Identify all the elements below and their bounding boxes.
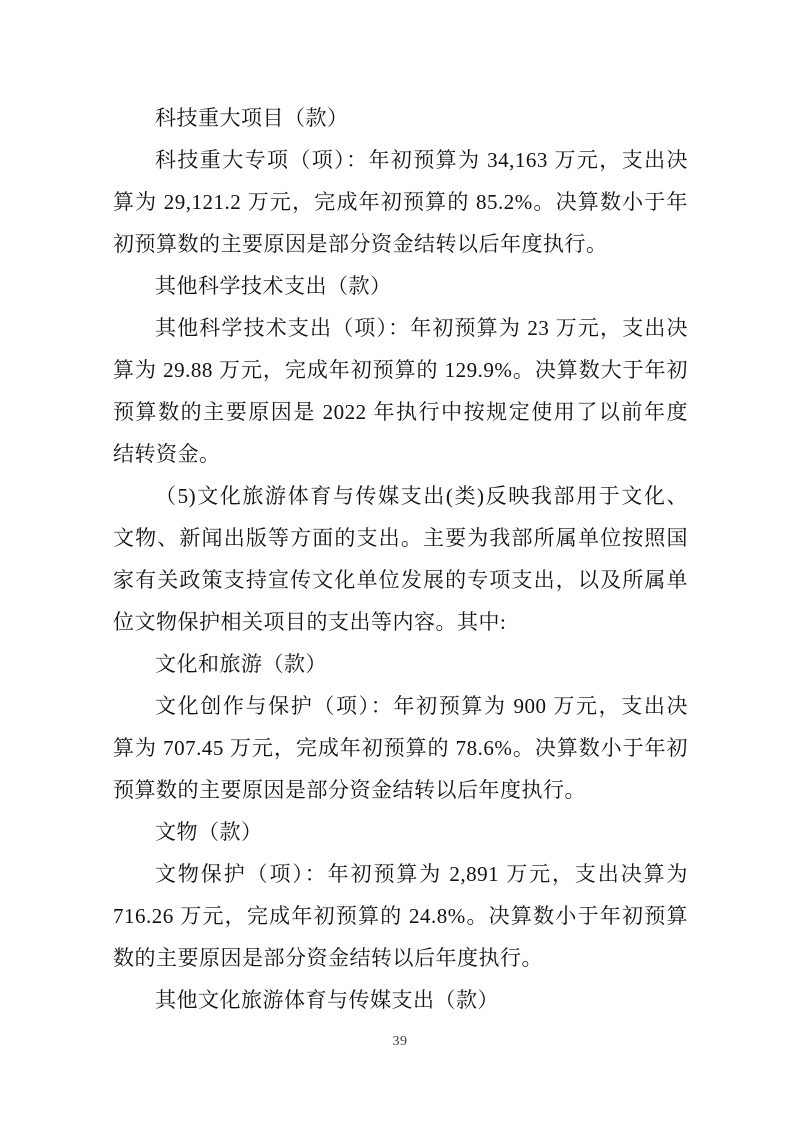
paragraph bbox=[113, 643, 688, 685]
text-line: 文化和旅游（款） bbox=[155, 652, 327, 676]
text-line: 初预算数的主要原因是部分资金结转以后年度执行。 bbox=[113, 232, 608, 256]
text-line: 家有关政策支持宣传文化单位发展的专项支出，以及所属单 bbox=[113, 568, 688, 592]
text-line: 其他文化旅游体育与传媒支出（款） bbox=[155, 988, 499, 1012]
text-line: 其他科学技术支出（款） bbox=[155, 274, 392, 298]
text-line: 文物、新闻出版等方面的支出。主要为我部所属单位按照国 bbox=[113, 526, 688, 550]
text-line: （5)文化旅游体育与传媒支出(类)反映我部用于文化、 bbox=[155, 484, 688, 508]
text-line: 文化创作与保护（项）：年初预算为 900 万元，支出决 bbox=[155, 694, 688, 718]
text-line: 科技重大项目（款） bbox=[155, 106, 349, 130]
paragraph bbox=[113, 97, 688, 139]
text-line: 科技重大专项（项）：年初预算为 34,163 万元，支出决 bbox=[155, 148, 688, 172]
text-line: 文物（款） bbox=[155, 820, 263, 844]
paragraph bbox=[113, 307, 688, 475]
text-line: 算为 29.88 万元，完成年初预算的 129.9%。决算数大于年初 bbox=[113, 358, 688, 382]
text-line: 文物保护（项）：年初预算为 2,891 万元，支出决算为 bbox=[155, 862, 688, 886]
text-line: 算为 707.45 万元，完成年初预算的 78.6%。决算数小于年初 bbox=[113, 736, 688, 760]
text-line: 位文物保护相关项目的支出等内容。其中: bbox=[113, 610, 507, 634]
page-number: 39 bbox=[392, 1034, 408, 1049]
text-line: 算为 29,121.2 万元，完成年初预算的 85.2%。决算数小于年 bbox=[113, 190, 688, 214]
paragraph bbox=[113, 139, 688, 265]
paragraph bbox=[113, 685, 688, 811]
text-line: 716.26 万元，完成年初预算的 24.8%。决算数小于年初预算 bbox=[113, 904, 688, 928]
paragraph bbox=[113, 979, 688, 1021]
paragraph bbox=[113, 853, 688, 979]
paragraph bbox=[113, 475, 688, 643]
paragraph bbox=[113, 811, 688, 853]
text-line: 预算数的主要原因是部分资金结转以后年度执行。 bbox=[113, 778, 586, 802]
text-line: 结转资金。 bbox=[113, 442, 221, 466]
text-line: 数的主要原因是部分资金结转以后年度执行。 bbox=[113, 946, 543, 970]
document-body bbox=[113, 97, 688, 1021]
paragraph bbox=[113, 265, 688, 307]
text-line: 预算数的主要原因是 2022 年执行中按规定使用了以前年度 bbox=[113, 400, 688, 424]
text-line: 其他科学技术支出（项）：年初预算为 23 万元，支出决 bbox=[155, 316, 688, 340]
